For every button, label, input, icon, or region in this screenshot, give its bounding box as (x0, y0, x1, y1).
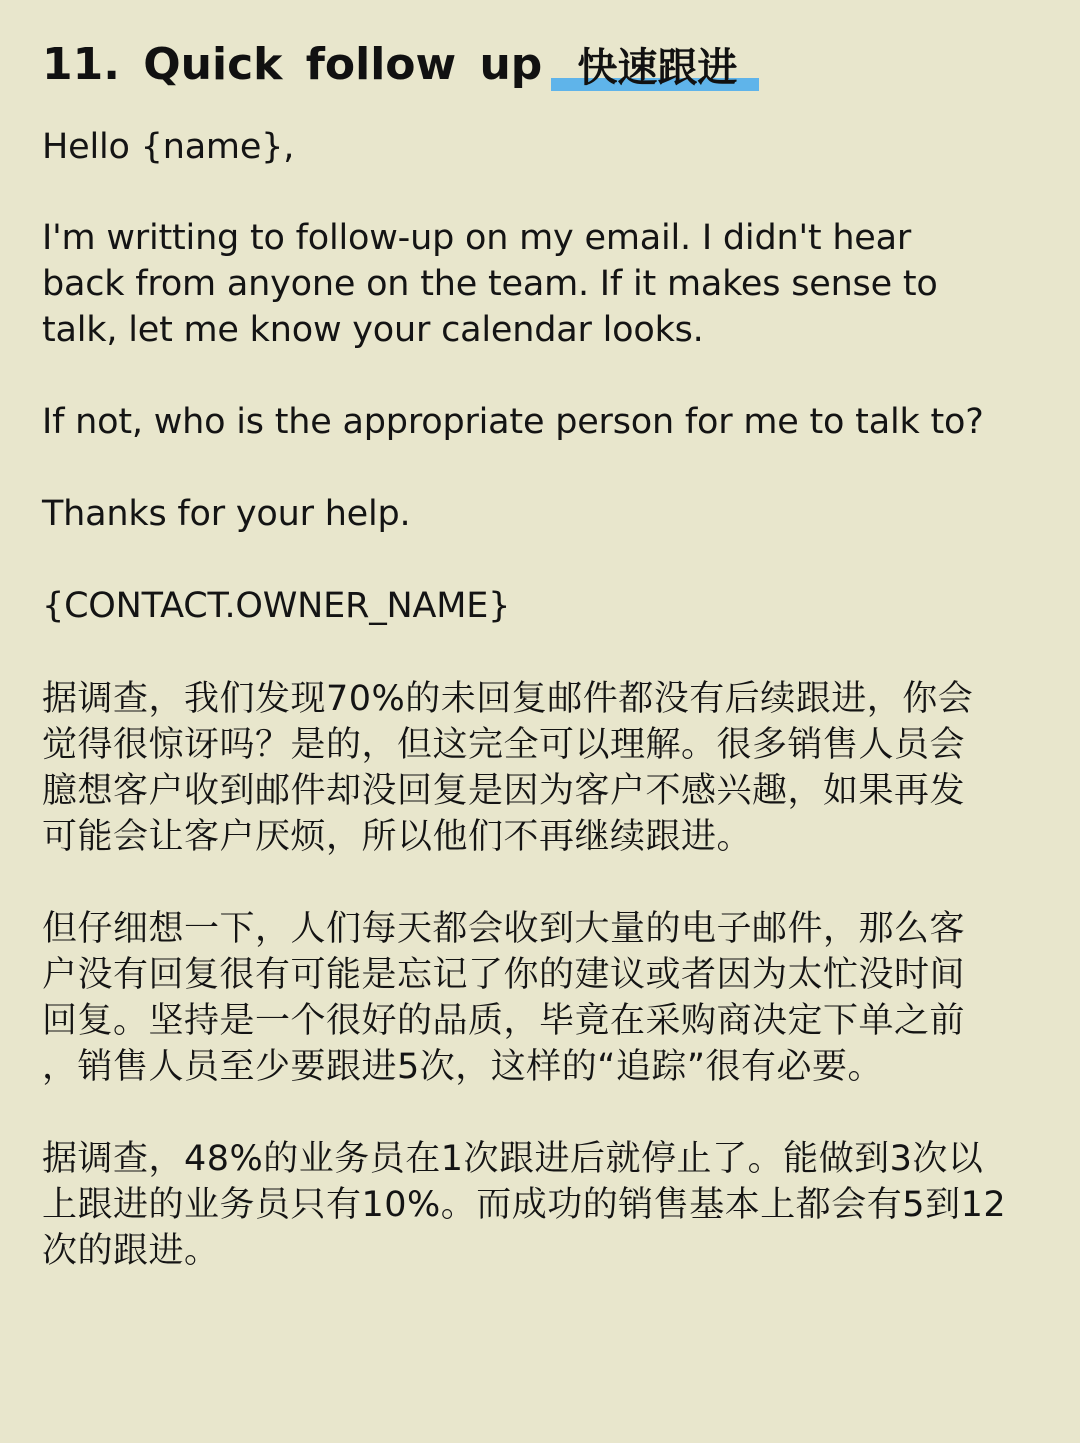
note-paragraph-2: 但仔细想一下，人们每天都会收到大量的电子邮件，那么客 户没有回复很有可能是忘记了你的建议或者因为太忙没时间 回复。坚持是一个很好的品质，毕竟在采购商决定下单之前 ，销售人员至少要跟进5次，这样的“追踪”很有必要。 (42, 909, 966, 1087)
title-english: 11. Quick follow up (42, 39, 543, 90)
email-body-paragraph-2: If not, who is the appropriate person for me to talk to? (42, 402, 984, 442)
note-paragraph-3: 据调查，48%的业务员在1次跟进后就停止了。能做到3次以 上跟进的业务员只有10%。而成功的销售基本上都会有5到12 次的跟进。 (42, 1139, 1007, 1271)
email-greeting: Hello {name}, (42, 127, 295, 167)
title-heading (42, 36, 759, 108)
email-body-paragraph-1: I'm writting to follow-up on my email. I didn't hear back from anyone on the team. If it makes sense to talk, let me know your calendar looks. (42, 218, 938, 350)
title-chinese-highlighted (551, 36, 759, 93)
title-chinese-text: 快速跟进 (577, 45, 738, 91)
email-signature: {CONTACT.OWNER_NAME} (42, 586, 511, 626)
note-paragraph-1: 据调查，我们发现70%的未回复邮件都没有后续跟进，你会 觉得很惊讶吗？是的，但这完全可以理解。很多销售人员会 臆想客户收到邮件却没回复是因为客户不感兴趣，如果再发 可能会让客户厌烦，所以他们不再继续跟进。 (42, 679, 974, 857)
email-thanks: Thanks for your help. (42, 494, 411, 534)
